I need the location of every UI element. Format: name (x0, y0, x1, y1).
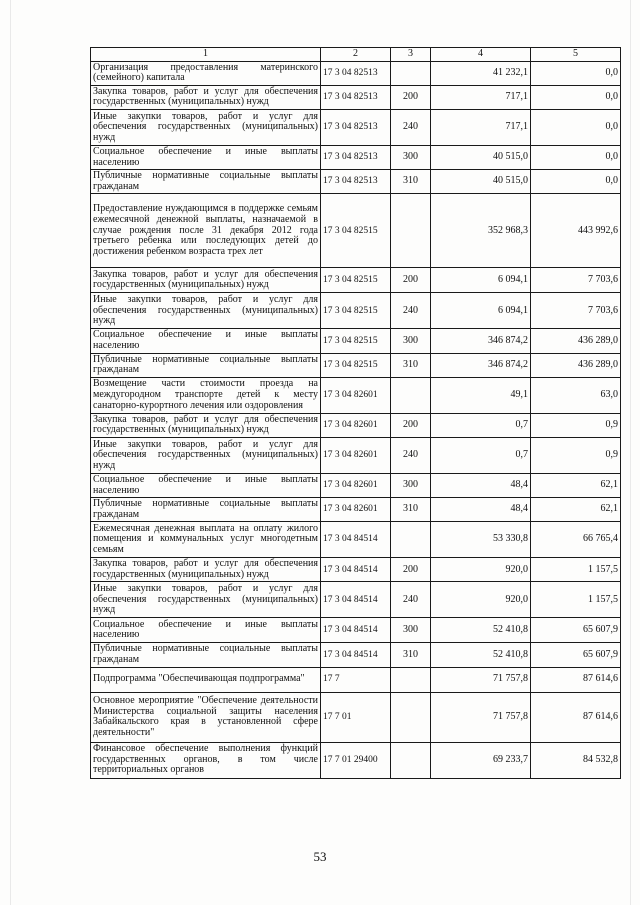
row-value-col4-cell: 52 410,8 (431, 618, 531, 643)
row-code-cell: 17 3 04 82513 (321, 145, 391, 169)
row-name-cell: Закупка товаров, работ и услуг для обеспечения государственных (муниципальных) нужд (91, 268, 321, 293)
row-type-cell: 240 (391, 109, 431, 145)
scan-edge-left (10, 0, 11, 905)
table-row (91, 268, 621, 293)
scan-edge-right (630, 0, 631, 905)
row-code-cell: 17 7 (321, 667, 391, 692)
row-type-cell (391, 667, 431, 692)
row-value-col4-cell: 48,4 (431, 498, 531, 522)
row-type-cell: 200 (391, 558, 431, 582)
table-row (91, 377, 621, 413)
row-value-col5-cell: 0,0 (531, 145, 621, 169)
row-name-cell: Возмещение части стоимости проезда на междугородном транспорте детей к месту санаторно-курортного лечения или оздоровления (91, 377, 321, 413)
row-value-col4-cell: 352 968,3 (431, 194, 531, 268)
table-row (91, 692, 621, 742)
row-name-cell: Публичные нормативные социальные выплаты гражданам (91, 643, 321, 667)
row-name-cell: Ежемесячная денежная выплата на оплату жилого помещения и коммунальных услуг многодетным семьям (91, 522, 321, 558)
table-row (91, 194, 621, 268)
row-value-col4-cell: 71 757,8 (431, 667, 531, 692)
row-type-cell: 240 (391, 437, 431, 473)
row-code-cell: 17 3 04 82515 (321, 194, 391, 268)
row-value-col5-cell: 0,0 (531, 85, 621, 109)
row-type-cell (391, 522, 431, 558)
row-type-cell (391, 742, 431, 778)
row-code-cell: 17 3 04 82513 (321, 61, 391, 85)
header-cell-2: 2 (321, 48, 391, 62)
row-name-cell: Финансовое обеспечение выполнения функций государственных органов, в том числе территориальных органов (91, 742, 321, 778)
table-row (91, 473, 621, 497)
row-value-col4-cell: 53 330,8 (431, 522, 531, 558)
row-value-col5-cell: 443 992,6 (531, 194, 621, 268)
row-value-col4-cell: 0,7 (431, 413, 531, 437)
row-value-col4-cell: 0,7 (431, 437, 531, 473)
row-name-cell: Социальное обеспечение и иные выплаты населению (91, 145, 321, 169)
row-code-cell: 17 3 04 84514 (321, 558, 391, 582)
budget-table (90, 47, 621, 779)
row-type-cell: 310 (391, 170, 431, 194)
row-value-col5-cell: 62,1 (531, 473, 621, 497)
row-value-col5-cell: 7 703,6 (531, 268, 621, 293)
row-name-cell: Закупка товаров, работ и услуг для обеспечения государственных (муниципальных) нужд (91, 413, 321, 437)
row-code-cell: 17 3 04 82513 (321, 170, 391, 194)
row-code-cell: 17 7 01 29400 (321, 742, 391, 778)
row-value-col5-cell: 0,0 (531, 170, 621, 194)
table-row (91, 109, 621, 145)
row-value-col5-cell: 436 289,0 (531, 329, 621, 353)
row-code-cell: 17 3 04 84514 (321, 643, 391, 667)
row-type-cell: 310 (391, 498, 431, 522)
row-name-cell: Иные закупки товаров, работ и услуг для обеспечения государственных (муниципальных) нужд (91, 582, 321, 618)
row-code-cell: 17 3 04 84514 (321, 522, 391, 558)
row-type-cell: 300 (391, 473, 431, 497)
row-type-cell: 240 (391, 293, 431, 329)
row-code-cell: 17 3 04 84514 (321, 582, 391, 618)
row-name-cell: Организация предоставления материнского (семейного) капитала (91, 61, 321, 85)
row-name-cell: Предоставление нуждающимся в поддержке семьям ежемесячной денежной выплаты, назначаемой в случае рождения после 31 декабря 2012 года третьего ребенка или последующих детей до достижения ребенком возраста трех лет (91, 194, 321, 268)
row-value-col4-cell: 6 094,1 (431, 268, 531, 293)
table-row (91, 522, 621, 558)
row-name-cell: Публичные нормативные социальные выплаты гражданам (91, 170, 321, 194)
row-code-cell: 17 7 01 (321, 692, 391, 742)
row-value-col4-cell: 71 757,8 (431, 692, 531, 742)
row-name-cell: Социальное обеспечение и иные выплаты населению (91, 618, 321, 643)
header-cell-3: 3 (391, 48, 431, 62)
table-row (91, 353, 621, 377)
page-number: 53 (313, 849, 327, 864)
row-name-cell: Социальное обеспечение и иные выплаты населению (91, 473, 321, 497)
table-row (91, 85, 621, 109)
row-name-cell: Иные закупки товаров, работ и услуг для обеспечения государственных (муниципальных) нужд (91, 109, 321, 145)
header-cell-5: 5 (531, 48, 621, 62)
row-value-col5-cell: 87 614,6 (531, 667, 621, 692)
row-code-cell: 17 3 04 82515 (321, 293, 391, 329)
row-code-cell: 17 3 04 82513 (321, 109, 391, 145)
row-type-cell: 310 (391, 643, 431, 667)
table-row (91, 643, 621, 667)
row-code-cell: 17 3 04 82515 (321, 268, 391, 293)
row-value-col4-cell: 69 233,7 (431, 742, 531, 778)
row-name-cell: Иные закупки товаров, работ и услуг для обеспечения государственных (муниципальных) нужд (91, 437, 321, 473)
row-value-col5-cell: 63,0 (531, 377, 621, 413)
row-value-col5-cell: 436 289,0 (531, 353, 621, 377)
table-row (91, 293, 621, 329)
row-code-cell: 17 3 04 82601 (321, 473, 391, 497)
table-row (91, 61, 621, 85)
row-value-col4-cell: 41 232,1 (431, 61, 531, 85)
row-value-col5-cell: 0,9 (531, 437, 621, 473)
table-row (91, 413, 621, 437)
row-code-cell: 17 3 04 82515 (321, 353, 391, 377)
table-row (91, 329, 621, 353)
row-name-cell: Социальное обеспечение и иные выплаты населению (91, 329, 321, 353)
row-value-col5-cell: 65 607,9 (531, 618, 621, 643)
row-type-cell: 300 (391, 618, 431, 643)
row-type-cell: 310 (391, 353, 431, 377)
table-row (91, 145, 621, 169)
row-type-cell: 300 (391, 329, 431, 353)
row-value-col4-cell: 717,1 (431, 85, 531, 109)
row-code-cell: 17 3 04 82515 (321, 329, 391, 353)
row-value-col5-cell: 87 614,6 (531, 692, 621, 742)
row-value-col4-cell: 49,1 (431, 377, 531, 413)
row-name-cell: Закупка товаров, работ и услуг для обеспечения государственных (муниципальных) нужд (91, 85, 321, 109)
row-name-cell: Подпрограмма "Обеспечивающая подпрограмма" (91, 667, 321, 692)
row-value-col5-cell: 0,0 (531, 61, 621, 85)
row-name-cell: Иные закупки товаров, работ и услуг для обеспечения государственных (муниципальных) нужд (91, 293, 321, 329)
row-value-col5-cell: 62,1 (531, 498, 621, 522)
row-value-col4-cell: 346 874,2 (431, 329, 531, 353)
table-row (91, 558, 621, 582)
row-code-cell: 17 3 04 84514 (321, 618, 391, 643)
table-row (91, 667, 621, 692)
row-type-cell (391, 61, 431, 85)
row-code-cell: 17 3 04 82601 (321, 498, 391, 522)
table-header-row (91, 48, 621, 62)
row-value-col5-cell: 1 157,5 (531, 558, 621, 582)
row-name-cell: Основное мероприятие "Обеспечение деятельности Министерства социальной защиты населения Забайкальского края в установленной сфере деятельности" (91, 692, 321, 742)
row-value-col5-cell: 7 703,6 (531, 293, 621, 329)
row-value-col4-cell: 40 515,0 (431, 145, 531, 169)
row-code-cell: 17 3 04 82601 (321, 437, 391, 473)
row-value-col4-cell: 52 410,8 (431, 643, 531, 667)
row-name-cell: Публичные нормативные социальные выплаты гражданам (91, 498, 321, 522)
row-value-col5-cell: 65 607,9 (531, 643, 621, 667)
table-row (91, 170, 621, 194)
row-type-cell: 200 (391, 268, 431, 293)
row-value-col4-cell: 346 874,2 (431, 353, 531, 377)
row-value-col4-cell: 717,1 (431, 109, 531, 145)
table-row (91, 498, 621, 522)
table-row (91, 582, 621, 618)
budget-table-body (91, 48, 621, 779)
row-type-cell (391, 377, 431, 413)
row-code-cell: 17 3 04 82513 (321, 85, 391, 109)
row-name-cell: Закупка товаров, работ и услуг для обеспечения государственных (муниципальных) нужд (91, 558, 321, 582)
row-value-col4-cell: 40 515,0 (431, 170, 531, 194)
row-value-col4-cell: 6 094,1 (431, 293, 531, 329)
table-row (91, 742, 621, 778)
header-cell-4: 4 (431, 48, 531, 62)
row-value-col5-cell: 66 765,4 (531, 522, 621, 558)
row-type-cell (391, 692, 431, 742)
table-row (91, 618, 621, 643)
row-value-col5-cell: 0,0 (531, 109, 621, 145)
row-type-cell: 200 (391, 85, 431, 109)
header-cell-1: 1 (91, 48, 321, 62)
row-code-cell: 17 3 04 82601 (321, 413, 391, 437)
row-type-cell: 200 (391, 413, 431, 437)
table-row (91, 437, 621, 473)
row-type-cell (391, 194, 431, 268)
row-type-cell: 300 (391, 145, 431, 169)
row-value-col5-cell: 84 532,8 (531, 742, 621, 778)
row-value-col4-cell: 920,0 (431, 558, 531, 582)
row-value-col4-cell: 48,4 (431, 473, 531, 497)
row-value-col5-cell: 0,9 (531, 413, 621, 437)
row-code-cell: 17 3 04 82601 (321, 377, 391, 413)
row-type-cell: 240 (391, 582, 431, 618)
row-value-col5-cell: 1 157,5 (531, 582, 621, 618)
row-value-col4-cell: 920,0 (431, 582, 531, 618)
row-name-cell: Публичные нормативные социальные выплаты гражданам (91, 353, 321, 377)
